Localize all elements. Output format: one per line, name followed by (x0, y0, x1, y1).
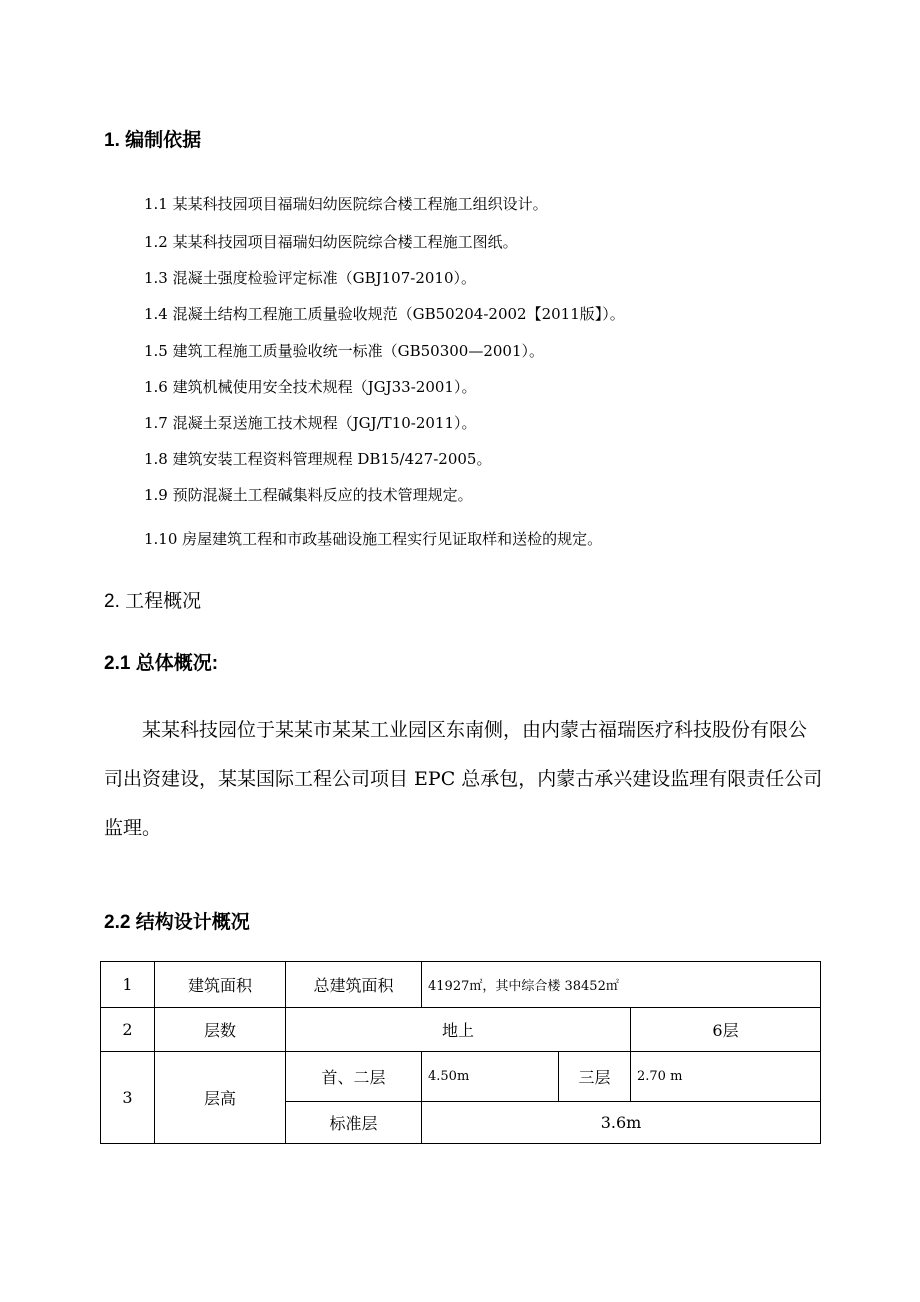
structure-table (100, 961, 821, 1144)
list-item: 1.7 混凝土泵送施工技术规程（JGJ/T10-2011）。 (144, 414, 477, 432)
row-number: 1 (101, 962, 155, 1008)
list-item: 1.6 建筑机械使用安全技术规程（JGJ33-2001）。 (144, 378, 477, 396)
list-item: 1.10 房屋建筑工程和市政基础设施工程实行见证取样和送检的规定。 (144, 530, 603, 548)
list-item: 1.1 某某科技园项目福瑞妇幼医院综合楼工程施工组织设计。 (144, 195, 548, 213)
table-row (101, 1052, 821, 1102)
list-item: 1.3 混凝土强度检验评定标准（GBJ107-2010）。 (144, 269, 477, 287)
floor-height-label: 三层 (559, 1052, 631, 1102)
row-item: 建筑面积 (155, 962, 286, 1008)
row-value: 6层 (631, 1008, 821, 1052)
floor-height-value: 2.70 m (631, 1052, 821, 1102)
list-item: 1.9 预防混凝土工程碱集料反应的技术管理规定。 (144, 486, 473, 504)
floor-height-label: 首、二层 (286, 1052, 422, 1102)
table-row (101, 962, 821, 1008)
row-value: 41927㎡，其中综合楼 38452㎡ (422, 962, 821, 1008)
list-item: 1.2 某某科技园项目福瑞妇幼医院综合楼工程施工图纸。 (144, 233, 518, 251)
floor-height-label: 标准层 (286, 1102, 422, 1144)
list-item: 1.8 建筑安装工程资料管理规程 DB15/427-2005。 (144, 450, 492, 468)
row-item: 层高 (155, 1052, 286, 1144)
row-subitem: 总建筑面积 (286, 962, 422, 1008)
section-2-1-heading: 2.1 总体概况: (104, 653, 219, 674)
section-2-2-heading: 2.2 结构设计概况 (104, 912, 250, 933)
section-2-heading: 2. 工程概况 (104, 591, 202, 612)
table-row (101, 1008, 821, 1052)
row-subitem: 地上 (286, 1008, 631, 1052)
floor-height-value: 3.6m (422, 1102, 821, 1144)
list-item: 1.4 混凝土结构工程施工质量验收规范（GB50204-2002【2011版】）。 (144, 305, 625, 323)
list-item: 1.5 建筑工程施工质量验收统一标准（GB50300—2001）。 (144, 342, 545, 360)
floor-height-value: 4.50m (422, 1052, 559, 1102)
overview-paragraph: 某某科技园位于某某市某某工业园区东南侧，由内蒙古福瑞医疗科技股份有限公司出资建设，某某国际工程公司项目 EPC 总承包，内蒙古承兴建设监理有限责任公司监理。 (104, 719, 823, 839)
row-number: 2 (101, 1008, 155, 1052)
section-1-heading: 1. 编制依据 (104, 130, 202, 151)
row-number: 3 (101, 1052, 155, 1144)
row-item: 层数 (155, 1008, 286, 1052)
